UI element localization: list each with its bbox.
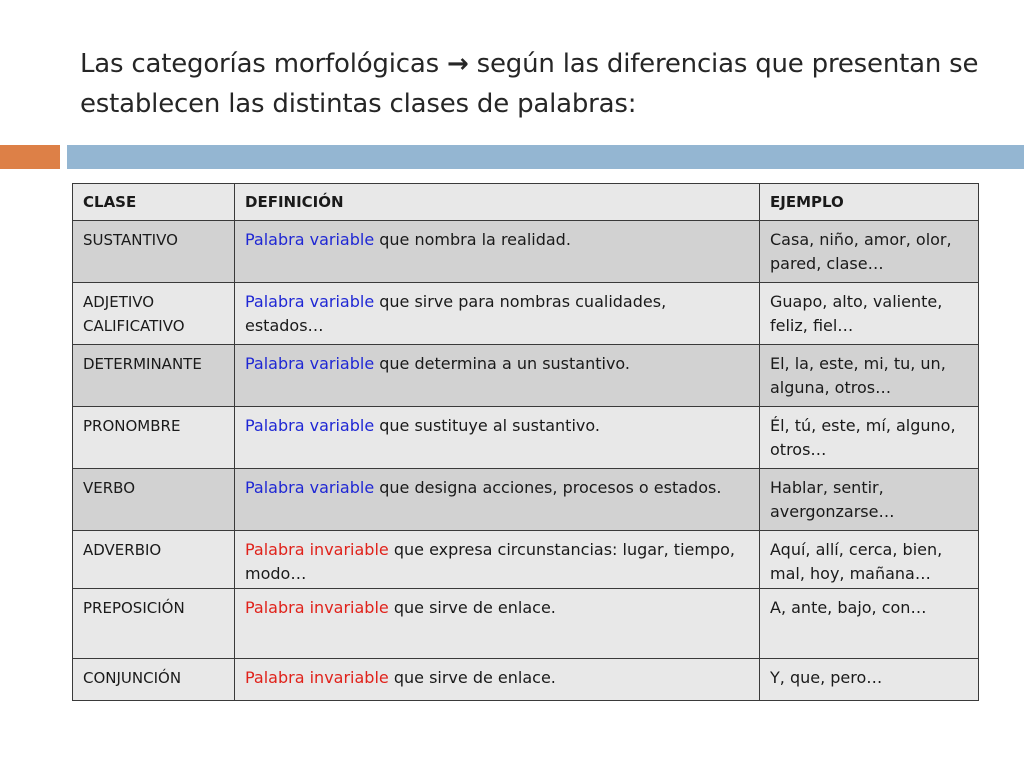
header-ejemplo: EJEMPLO (760, 184, 979, 221)
table-row (73, 659, 979, 701)
table-row (73, 221, 979, 283)
definition-text: que sirve de enlace. (388, 598, 556, 617)
cell-clase: ADVERBIO (73, 531, 235, 589)
cell-definicion (235, 221, 760, 283)
table-row (73, 531, 979, 589)
cell-ejemplo: Él, tú, este, mí, alguno, otros… (760, 407, 979, 469)
definition-text: que nombra la realidad. (374, 230, 571, 249)
table-header-row (73, 184, 979, 221)
definition-text: que sustituye al sustantivo. (374, 416, 600, 435)
table-row (73, 345, 979, 407)
cell-definicion (235, 469, 760, 531)
cell-definicion (235, 659, 760, 701)
word-type-invariable: Palabra invariable (245, 598, 389, 617)
cell-definicion (235, 407, 760, 469)
title-part-1: Las categorías morfológicas (80, 49, 447, 79)
definition-text: que designa acciones, procesos o estados. (374, 478, 722, 497)
table-row (73, 469, 979, 531)
cell-clase: CONJUNCIÓN (73, 659, 235, 701)
accent-bar-blue (67, 145, 1024, 169)
cell-ejemplo: Aquí, allí, cerca, bien, mal, hoy, mañana… (760, 531, 979, 589)
cell-ejemplo: Casa, niño, amor, olor, pared, clase… (760, 221, 979, 283)
word-type-variable: Palabra variable (245, 354, 375, 373)
cell-ejemplo: Hablar, sentir, avergonzarse… (760, 469, 979, 531)
cell-clase: SUSTANTIVO (73, 221, 235, 283)
cell-ejemplo: El, la, este, mi, tu, un, alguna, otros… (760, 345, 979, 407)
word-type-variable: Palabra variable (245, 478, 375, 497)
definition-text: que sirve para nombras cualidades, estados… (245, 292, 667, 335)
header-definicion: DEFINICIÓN (235, 184, 760, 221)
table-row (73, 283, 979, 345)
arrow-right-icon: → (447, 49, 469, 79)
word-type-invariable: Palabra invariable (245, 668, 389, 687)
slide-title (80, 44, 980, 124)
definition-text: que sirve de enlace. (388, 668, 556, 687)
cell-clase: PREPOSICIÓN (73, 589, 235, 671)
cell-definicion (235, 531, 760, 589)
cell-ejemplo: Y, que, pero… (760, 659, 979, 701)
title-part-2: según las diferencias que presentan se establecen las distintas clases de palabras: (80, 49, 979, 119)
word-classes-table (72, 183, 979, 671)
definition-text: que expresa circunstancias: lugar, tiempo, modo… (245, 540, 735, 583)
cell-clase: VERBO (73, 469, 235, 531)
cell-clase: PRONOMBRE (73, 407, 235, 469)
conjunction-table (72, 658, 979, 701)
cell-clase: DETERMINANTE (73, 345, 235, 407)
cell-ejemplo: A, ante, bajo, con… (760, 589, 979, 671)
definition-text: que determina a un sustantivo. (374, 354, 631, 373)
cell-clase: ADJETIVO CALIFICATIVO (73, 283, 235, 345)
word-type-variable: Palabra variable (245, 416, 375, 435)
cell-definicion (235, 345, 760, 407)
cell-definicion (235, 283, 760, 345)
header-clase: CLASE (73, 184, 235, 221)
word-type-invariable: Palabra invariable (245, 540, 389, 559)
cell-ejemplo: Guapo, alto, valiente, feliz, fiel… (760, 283, 979, 345)
table-row (73, 407, 979, 469)
word-type-variable: Palabra variable (245, 292, 375, 311)
word-type-variable: Palabra variable (245, 230, 375, 249)
accent-bar-orange (0, 145, 60, 169)
